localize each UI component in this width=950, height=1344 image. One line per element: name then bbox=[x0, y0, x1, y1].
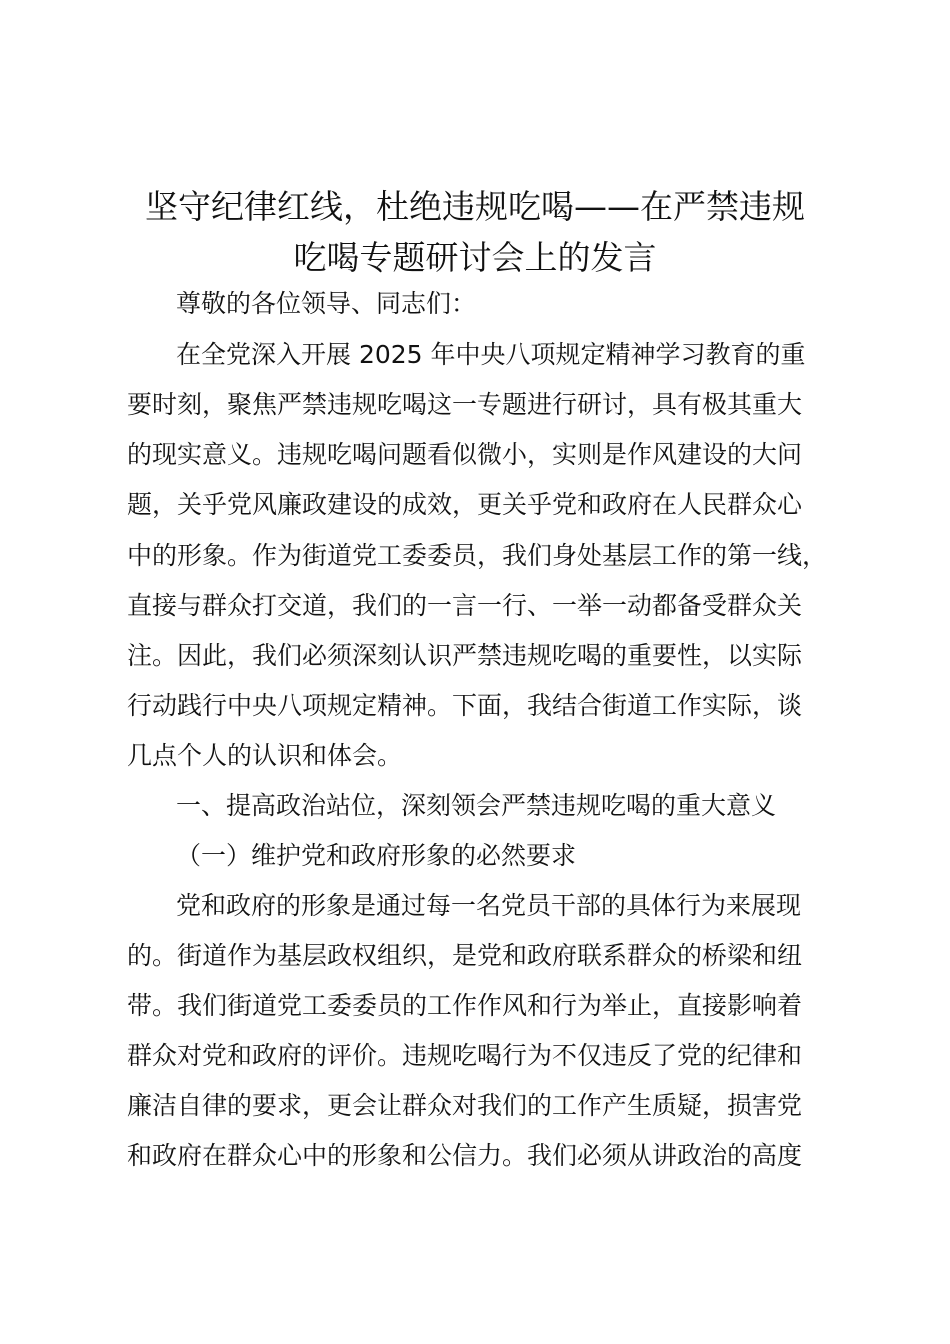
paragraph-1-line: 要时刻，聚焦严禁违规吃喝这一专题进行研讨，具有极其重大 bbox=[127, 390, 803, 419]
paragraph-2-line: 党和政府的形象是通过每一名党员干部的具体行为来展现 bbox=[176, 891, 802, 920]
paragraph-1-line: 题，关乎党风廉政建设的成效，更关乎党和政府在人民群众心 bbox=[127, 490, 803, 519]
paragraph-2-line: 带。我们街道党工委委员的工作作风和行为举止，直接影响着 bbox=[127, 991, 803, 1020]
section-heading-1: 一、提高政治站位，深刻领会严禁违规吃喝的重大意义 bbox=[176, 791, 777, 820]
paragraph-2-line: 和政府在群众心中的形象和公信力。我们必须从讲政治的高度 bbox=[127, 1141, 803, 1170]
paragraph-1-line: 直接与群众打交道，我们的一言一行、一举一动都备受群众关 bbox=[127, 591, 803, 620]
paragraph-1-line: 中的形象。作为街道党工委委员，我们身处基层工作的第一线， bbox=[127, 541, 828, 570]
paragraph-1-line: 的现实意义。违规吃喝问题看似微小，实则是作风建设的大问 bbox=[127, 440, 803, 469]
salutation: 尊敬的各位领导、同志们： bbox=[176, 289, 477, 318]
paragraph-2-line: 的。街道作为基层政权组织，是党和政府联系群众的桥梁和纽 bbox=[127, 941, 803, 970]
document-title-line-2: 吃喝专题研讨会上的发言 bbox=[293, 238, 657, 277]
paragraph-1-line: 几点个人的认识和体会。 bbox=[127, 741, 403, 770]
paragraph-1-line: 在全党深入开展 2025 年中央八项规定精神学习教育的重 bbox=[176, 340, 806, 369]
paragraph-1-line: 注。因此，我们必须深刻认识严禁违规吃喝的重要性，以实际 bbox=[127, 641, 803, 670]
paragraph-1-line: 行动践行中央八项规定精神。下面，我结合街道工作实际，谈 bbox=[127, 691, 803, 720]
paragraph-2-line: 廉洁自律的要求，更会让群众对我们的工作产生质疑，损害党 bbox=[127, 1091, 803, 1120]
document-title-line-1: 坚守纪律红线，杜绝违规吃喝——在严禁违规 bbox=[145, 187, 805, 226]
paragraph-2-line: 群众对党和政府的评价。违规吃喝行为不仅违反了党的纪律和 bbox=[127, 1041, 803, 1070]
subsection-heading-1: （一）维护党和政府形象的必然要求 bbox=[176, 841, 577, 870]
